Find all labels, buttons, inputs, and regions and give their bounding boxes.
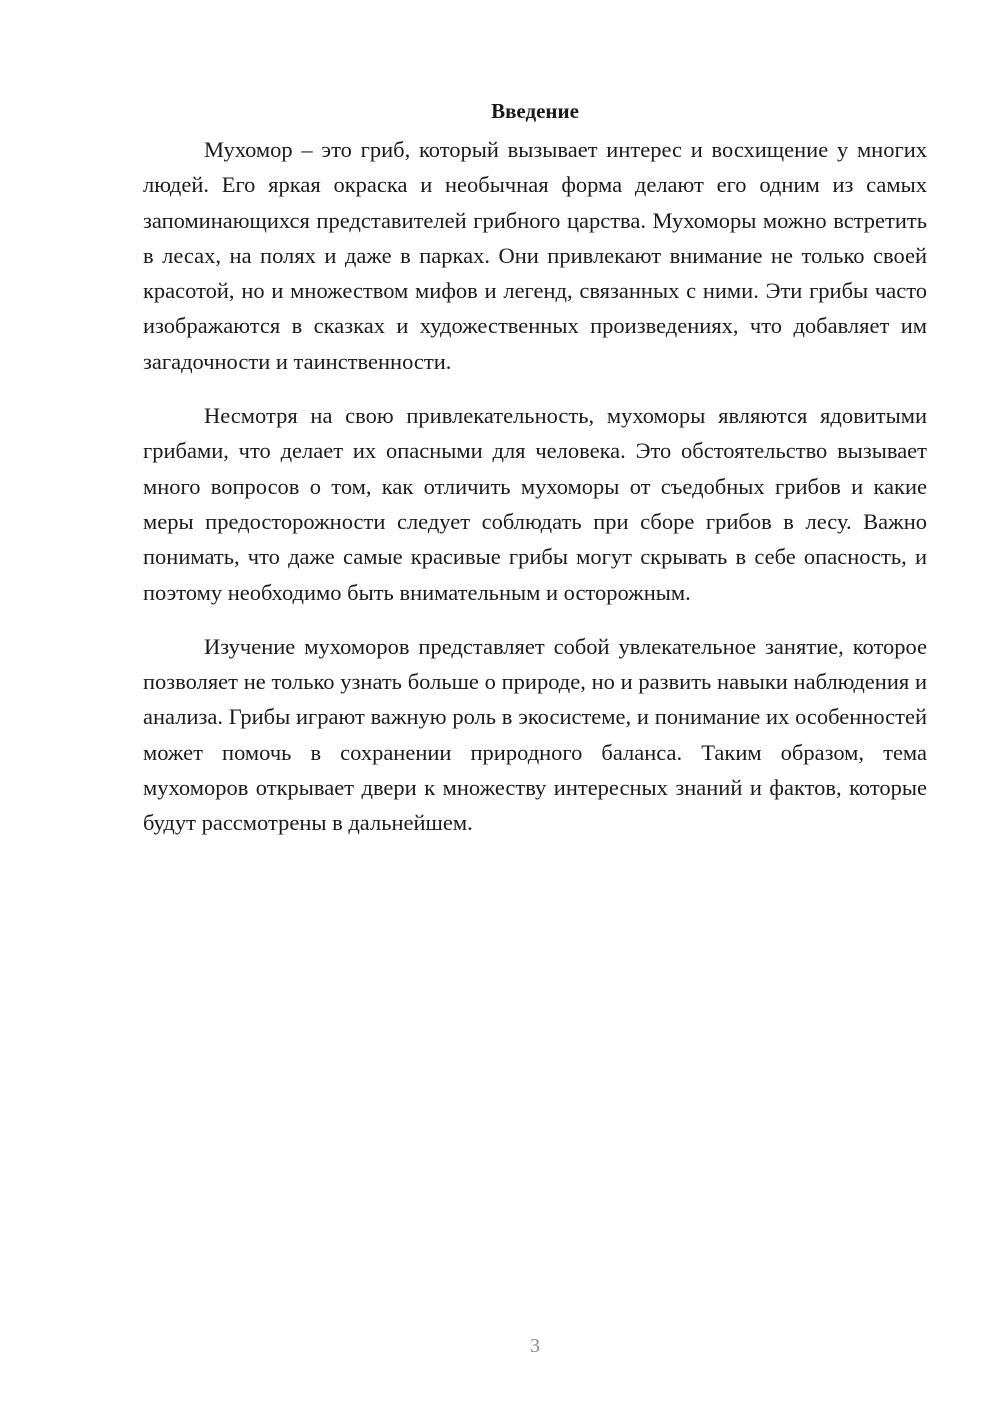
paragraph-2: Несмотря на свою привлекательность, мухоморы являются ядовитыми грибами, что делает их опасными для человека. Это обстоятельство вызывает много вопросов о том, как отличить мухоморы от съедобных грибов и какие меры предосторожности следует соблюдать при сборе грибов в лесу. Важно понимать, что даже самые красивые грибы могут скрывать в себе опасность, и поэтому необходимо быть внимательным и осторожным. bbox=[143, 403, 927, 605]
paragraph-1: Мухомор – это гриб, который вызывает интерес и восхищение у многих людей. Его яркая окраска и необычная форма делают его одним из самых запоминающихся представителей грибного царства. Мухоморы можно встретить в лесах, на полях и даже в парках. Они привлекают внимание не только своей красотой, но и множеством мифов и легенд, связанных с ними. Эти грибы часто изображаются в сказках и художественных произведениях, что добавляет им загадочности и таинственности. bbox=[143, 137, 927, 374]
paragraph-3: Изучение мухоморов представляет собой увлекательное занятие, которое позволяет не только узнать больше о природе, но и развить навыки наблюдения и анализа. Грибы играют важную роль в экосистеме, и понимание их особенностей может помочь в сохранении природного баланса. Таким образом, тема мухоморов открывает двери к множеству интересных знаний и фактов, которые будут рассмотрены в дальнейшем. bbox=[143, 633, 927, 836]
page-content bbox=[143, 96, 927, 860]
section-title: Введение bbox=[491, 99, 579, 123]
page-number: 3 bbox=[530, 1335, 540, 1357]
